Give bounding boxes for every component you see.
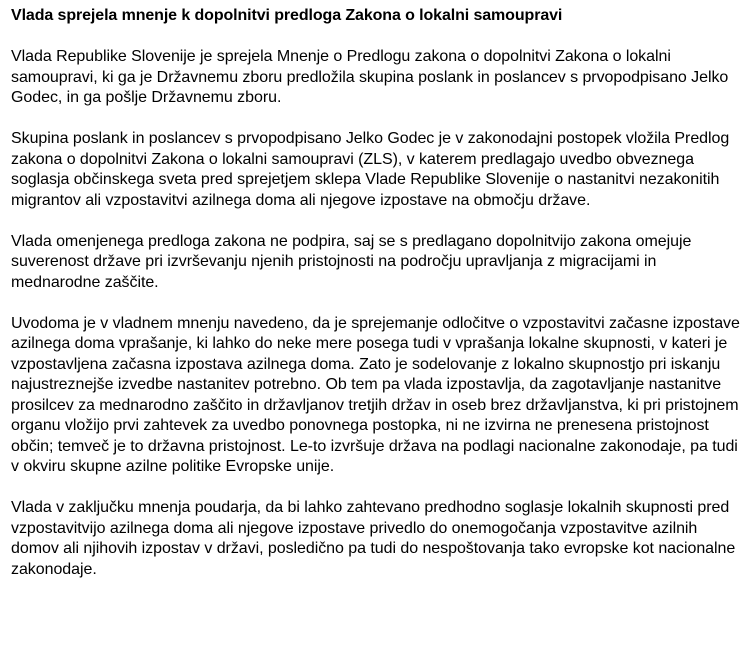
document [11, 6, 741, 580]
paragraph-1: Vlada Republike Slovenije je sprejela Mnenje o Predlogu zakona o dopolnitvi Zakona o lokalni samoupravi, ki ga je Državnemu zboru predložila skupina poslank in poslancev s prvopodpisano Jelko Godec, in ga pošlje Državnemu zboru. [11, 48, 729, 106]
document-title: Vlada sprejela mnenje k dopolnitvi predloga Zakona o lokalni samoupravi [11, 7, 563, 24]
paragraph-5: Vlada v zaključku mnenja poudarja, da bi lahko zahtevano predhodno soglasje lokalnih skupnosti pred vzpostavitvijo azilnega doma ali njegove izpostave privedlo do onemogočanja vzpostavitve azilnih domov ali njihovih izpostav v državi, posledično pa tudi do nespoštovanja tako evropske kot nacionalne zakonodaje. [11, 499, 736, 578]
paragraph-2: Skupina poslank in poslancev s prvopodpisano Jelko Godec je v zakonodajni postopek vložila Predlog zakona o dopolnitvi Zakona o lokalni samoupravi (ZLS), v katerem predlagajo uvedbo obveznega soglasja občinskega sveta pred sprejetjem sklepa Vlade Republike Slovenije o nastanitvi nezakonitih migrantov ali vzpostavitvi azilnega doma ali njegove izpostave na območju države. [11, 130, 730, 209]
paragraph-4: Uvodoma je v vladnem mnenju navedeno, da je sprejemanje odločitve o vzpostavitvi začasne izpostave azilnega doma vprašanje, ki lahko do neke mere posega tudi v vprašanja lokalne skupnosti, v kateri je vzpostavljena začasna izpostava azilnega doma. Zato je sodelovanje z lokalno skupnostjo pri iskanju najustreznejše izvedbe nastanitev potrebno. Ob tem pa vlada izpostavlja, da zagotavljanje nastanitve prosilcev za mednarodno zaščito in državljanov tretjih držav in oseb brez državljanstva, ki pri pristojnem organu vložijo prvi zahtevek za uvedbo ponovnega postopka, ni ne izvirna ne prenesena pristojnost občin; temveč je to državna pristojnost. Le-to izvršuje država na podlagi nacionalne zakonodaje, pa tudi v okviru skupne azilne politike Evropske unije. [11, 314, 740, 475]
paragraph-3: Vlada omenjenega predloga zakona ne podpira, saj se s predlagano dopolnitvijo zakona omejuje suverenost države pri izvrševanju njenih pristojnosti na področju upravljanja z migracijami in mednarodne zaščite. [11, 232, 692, 291]
